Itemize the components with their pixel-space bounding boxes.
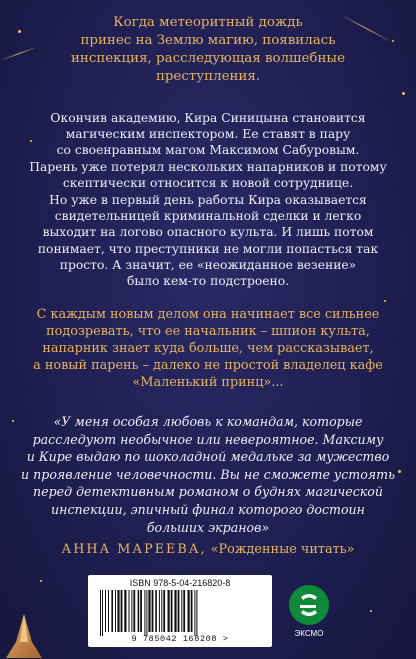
barcode-bar bbox=[129, 590, 130, 632]
rocket-tower-icon bbox=[2, 612, 46, 659]
blurb-line: напарник знает куда больше, чем рассказывает, bbox=[42, 341, 374, 356]
blurb-line: просто. А значит, ее «неожиданное везение» bbox=[59, 257, 357, 272]
blurb-line: принес на Землю магию, появилась bbox=[80, 33, 336, 48]
quote-line: инспекции, эпичный финал которого достоин bbox=[51, 501, 365, 517]
barcode-bar bbox=[105, 590, 106, 632]
isbn-label: ISBN 978-5-04-216820-8 bbox=[129, 578, 231, 588]
blurb-line: Окончив академию, Кира Синицына становится bbox=[50, 111, 366, 125]
barcode-bar bbox=[100, 590, 101, 636]
barcode-bar bbox=[133, 590, 135, 632]
barcode-bar bbox=[152, 590, 154, 632]
barcode-number: 9 785042 168208 > bbox=[131, 634, 229, 644]
blurb-line: было кем-то подстроено. bbox=[126, 274, 290, 289]
quote-line: расследуют необычное или невероятное. Максиму bbox=[32, 431, 384, 447]
isbn-barcode bbox=[88, 575, 272, 647]
barcode-bar bbox=[140, 590, 142, 632]
barcode-bar bbox=[148, 590, 150, 632]
quote-line: «У меня особая любовь к командам, которые bbox=[53, 414, 363, 429]
blurb-line: а новый парень – далеко не простой владелец кафе bbox=[33, 358, 383, 373]
barcode-bar bbox=[196, 590, 197, 636]
barcode-bar bbox=[121, 590, 123, 632]
barcode-bar bbox=[144, 590, 145, 636]
blurb-line: инспекция, расследующая волшебные bbox=[70, 51, 346, 66]
barcode-bar bbox=[146, 590, 147, 636]
barcode-bar bbox=[102, 590, 103, 636]
barcode-bar bbox=[159, 590, 160, 632]
barcode-bar bbox=[138, 590, 140, 632]
review-source: «Рожденные читать» bbox=[210, 542, 355, 557]
barcode-bar bbox=[163, 590, 165, 632]
blurb-line: со своенравным магом Максимом Сабуровым. bbox=[56, 143, 360, 158]
blurb-line: Когда метеоритный дождь bbox=[113, 15, 303, 30]
quote-line: больших экранов» bbox=[146, 519, 270, 535]
blurb-teaser bbox=[22, 306, 394, 391]
eksmo-logo bbox=[284, 583, 334, 643]
blurb-line: Но уже в первый день работы Кира оказывается bbox=[49, 193, 367, 207]
blurb-line: преступления. bbox=[155, 69, 261, 84]
barcode-bar bbox=[174, 590, 176, 632]
review-author: АННА МАРЕЕВА, bbox=[61, 542, 207, 557]
barcode-bar bbox=[131, 590, 132, 632]
blurb-plot-2 bbox=[22, 192, 394, 289]
barcode-bar bbox=[178, 590, 180, 632]
barcode-bar bbox=[108, 590, 109, 632]
blurb-line: С каждым новым делом она начинает все сильнее bbox=[36, 307, 380, 322]
blurb-line: подозревать, что ее начальник – шпион культа, bbox=[46, 324, 370, 339]
blurb-line: Парень уже потерял нескольких напарников и потому bbox=[29, 159, 387, 174]
barcode-bar bbox=[191, 590, 193, 632]
barcode-bar bbox=[161, 590, 162, 632]
blurb-intro bbox=[40, 14, 376, 86]
blurb-line: «Маленький принц»... bbox=[132, 375, 284, 390]
barcode-bar bbox=[183, 590, 185, 632]
barcode-bar bbox=[194, 590, 195, 636]
barcode-bar bbox=[124, 590, 126, 632]
quote-line: перед детективным романом о буднях магической bbox=[33, 484, 383, 500]
blurb-plot-1 bbox=[22, 110, 394, 191]
barcode-bars bbox=[98, 590, 262, 636]
blurb-line: выходит на логово опасного культа. И лишь потом bbox=[42, 225, 374, 240]
barcode-bar bbox=[117, 590, 119, 632]
quote-line: и Кире выдаю по шоколадной медальке за мужество bbox=[26, 449, 390, 465]
barcode-bar bbox=[155, 590, 157, 632]
blurb-line: понимает, что преступники не могли попасться так bbox=[37, 241, 379, 256]
barcode-bar bbox=[168, 590, 170, 632]
barcode-bar bbox=[188, 590, 190, 632]
barcode-bar bbox=[111, 590, 113, 632]
blurb-line: свидетельницей криминальной сделки и легко bbox=[54, 209, 362, 224]
review-quote bbox=[20, 413, 396, 536]
barcode-bar bbox=[171, 590, 173, 632]
eksmo-logo-icon bbox=[284, 583, 334, 629]
publisher-name: ЭКСМО bbox=[294, 629, 324, 638]
blurb-line: скептически относится к новой сотруднице. bbox=[62, 175, 354, 190]
barcode-bar bbox=[181, 590, 182, 632]
quote-line: и проявление человечности. Вы не сможете устоять bbox=[21, 466, 395, 482]
review-attribution bbox=[20, 542, 396, 557]
blurb-line: магическим инспектором. Ее ставят в пару bbox=[65, 127, 351, 142]
barcode-bar bbox=[115, 590, 116, 632]
